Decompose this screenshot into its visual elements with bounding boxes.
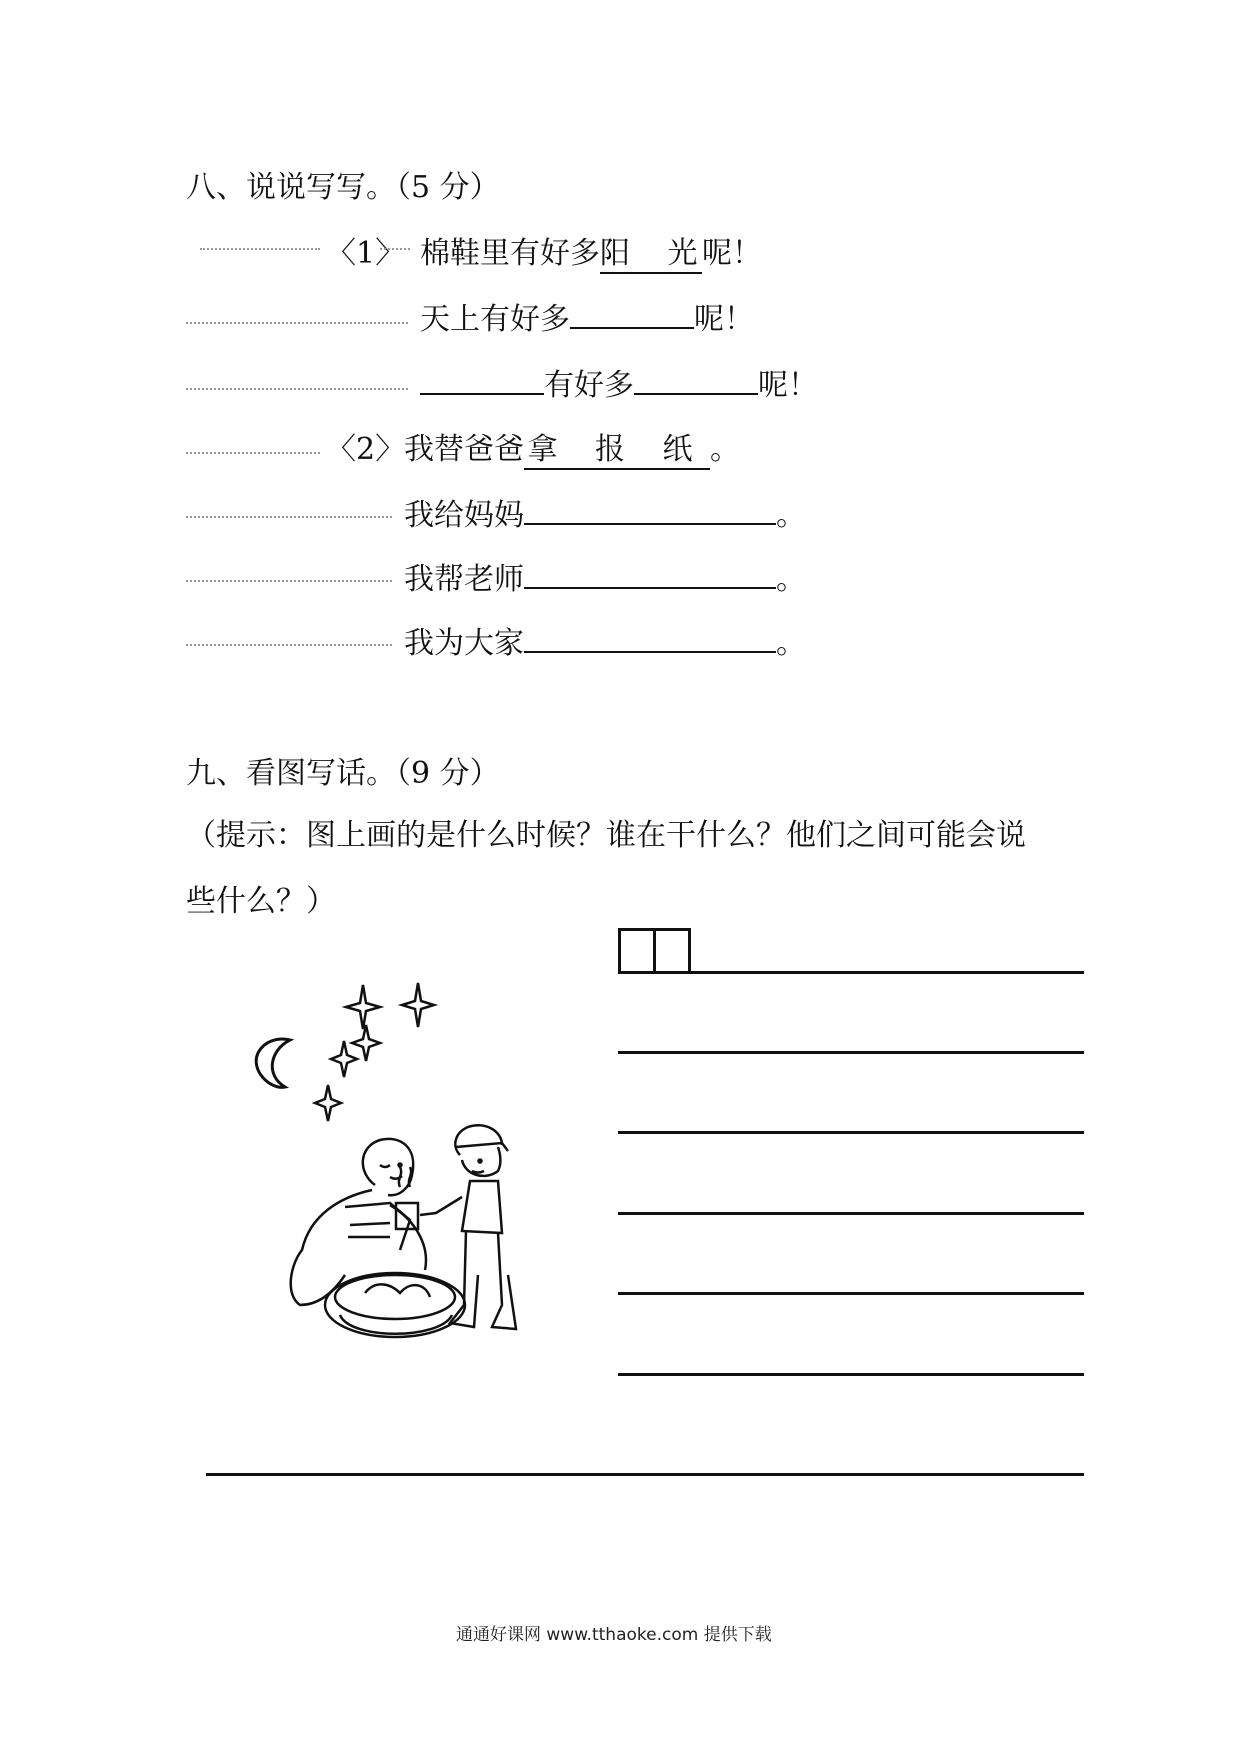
part1-line2-prefix: 天上有好多: [420, 302, 570, 337]
part1-line3-middle: 有好多: [544, 368, 634, 403]
part1-example-line: [420, 228, 762, 274]
part1-line2-blank[interactable]: [570, 297, 694, 329]
dotted-guide: [186, 514, 392, 518]
part2-line: [404, 490, 806, 534]
part2-line-suffix: 。: [776, 498, 806, 533]
section8-heading: 八、说说写写。（5 分）: [186, 170, 500, 205]
writing-line[interactable]: [206, 1473, 1084, 1476]
part1-example-answer: 阳 光: [600, 228, 702, 274]
part1-marker: 〈1〉: [326, 236, 406, 271]
part2-example-answer: 拿 报 纸: [524, 424, 710, 470]
part2-example-prefix: 我替爸爸: [404, 432, 524, 467]
part1-line3-blank-a[interactable]: [420, 363, 544, 395]
part1-line3-suffix: 呢！: [758, 368, 818, 403]
writing-line[interactable]: [618, 1373, 1084, 1376]
part1-example-suffix: 呢！: [702, 236, 762, 271]
part2-line-blank[interactable]: [524, 557, 776, 589]
part2-line-prefix: 我帮老师: [404, 562, 524, 597]
part1-line2: [420, 294, 754, 338]
writing-line[interactable]: [618, 1292, 1084, 1295]
part1-line2-suffix: 呢！: [694, 302, 754, 337]
section9-hint-line2: 些什么？）: [186, 884, 336, 919]
part2-line-blank[interactable]: [524, 621, 776, 653]
writing-line[interactable]: [618, 1051, 1084, 1054]
dotted-guide: [186, 642, 392, 646]
part2-line-prefix: 我给妈妈: [404, 498, 524, 533]
dotted-guide: [186, 386, 408, 390]
part2-line-blank[interactable]: [524, 493, 776, 525]
part1-example-prefix: 棉鞋里有好多: [420, 236, 600, 271]
part2-line: [404, 554, 806, 598]
dotted-guide: [186, 578, 392, 582]
footer-text: 通通好课网 www.tthaoke.com 提供下载: [456, 1625, 772, 1645]
writing-line[interactable]: [618, 1212, 1084, 1215]
dotted-guide: [200, 246, 320, 250]
writing-line[interactable]: [688, 971, 1084, 974]
section9-hint-line1: （提示：图上画的是什么时候？谁在干什么？他们之间可能会说: [186, 818, 1026, 853]
night-scene-illustration-icon: [240, 975, 540, 1395]
writing-line[interactable]: [618, 1131, 1084, 1134]
section9-heading: 九、看图写话。（9 分）: [186, 756, 500, 791]
part2-marker: 〈2〉: [326, 432, 406, 467]
part2-line: [404, 618, 806, 662]
part1-line3: [420, 360, 818, 404]
part2-line-prefix: 我为大家: [404, 626, 524, 661]
part2-line-suffix: 。: [776, 626, 806, 661]
part2-example-line: [404, 424, 740, 470]
part1-line3-blank-b[interactable]: [634, 363, 758, 395]
part2-example-suffix: 。: [710, 432, 740, 467]
dotted-guide: [186, 450, 320, 454]
part2-line-suffix: 。: [776, 562, 806, 597]
writing-box[interactable]: [618, 928, 656, 974]
dotted-guide: [380, 246, 410, 250]
dotted-guide: [186, 320, 408, 324]
writing-box[interactable]: [653, 928, 691, 974]
